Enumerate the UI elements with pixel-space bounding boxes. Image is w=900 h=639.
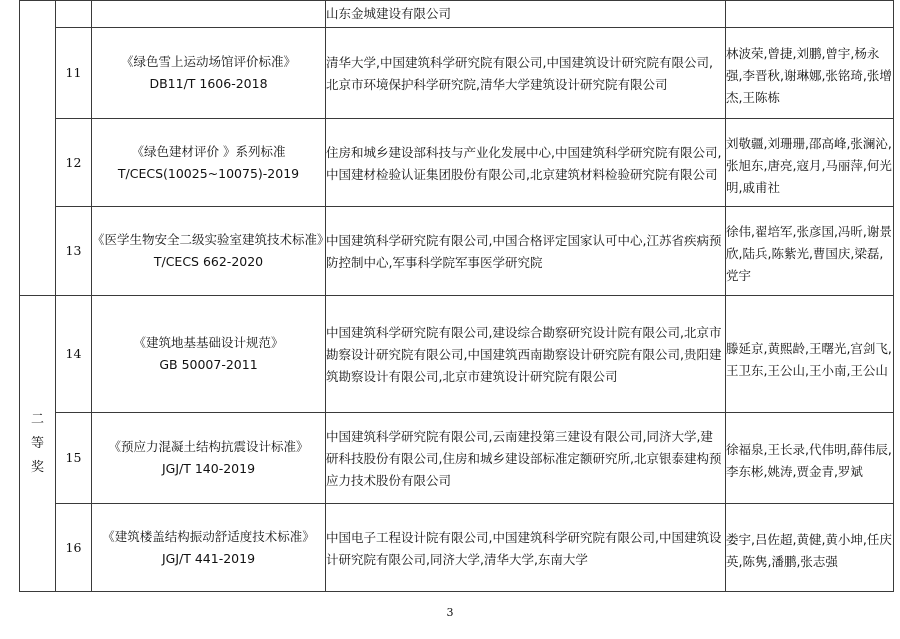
units-cell	[326, 28, 726, 119]
people-cell	[726, 28, 894, 119]
units-text: 山东金城建设有限公司	[326, 6, 452, 21]
title-cell	[92, 504, 326, 592]
standard-title: 《绿色建材评价 》系列标准	[131, 143, 286, 159]
people-cell	[726, 1, 894, 28]
standard-code: DB11/T 1606-2018	[149, 76, 268, 91]
table-row	[20, 1, 894, 28]
standard-title: 《医学生物安全二级实验室建筑技术标准》	[92, 232, 330, 247]
award-table	[19, 0, 894, 592]
title-cell	[92, 413, 326, 504]
people-cell	[726, 207, 894, 296]
people-text: 徐伟,翟培军,张彦国,冯昕,谢景欣,陆兵,陈紫光,曹国庆,梁磊,党宇	[726, 224, 892, 283]
number-cell: 12	[56, 119, 92, 207]
number-cell	[56, 1, 92, 28]
standard-code: T/CECS(10025~10075)-2019	[117, 165, 300, 181]
page-number: 3	[446, 606, 454, 619]
standard-code: JGJ/T 441-2019	[161, 550, 256, 566]
units-text: 中国建筑科学研究院有限公司,建设综合勘察研究设计院有限公司,北京市勘察设计研究院有限公司,中国建筑西南勘察设计研究院有限公司,贵阳建筑勘察设计有限公司,北京市建筑设计研究院有限公司	[326, 325, 722, 384]
units-cell	[326, 119, 726, 207]
title-cell	[92, 207, 330, 296]
table-row	[20, 119, 894, 207]
grade-label: 二等奖	[30, 411, 44, 475]
standard-title: 《绿色雪上运动场馆评价标准》	[120, 54, 296, 69]
units-text: 清华大学,中国建筑科学研究院有限公司,中国建筑设计研究院有限公司,北京市环境保护科学研究院,清华大学建筑设计研究院有限公司	[326, 55, 713, 92]
people-text: 滕延京,黄熙龄,王曙光,宫剑飞,王卫东,王公山,王小南,王公山	[726, 341, 892, 378]
grade-cell-first	[20, 1, 56, 296]
standard-code: GB 50007-2011	[159, 357, 258, 372]
table-row	[20, 207, 894, 296]
people-cell	[726, 296, 894, 413]
people-text: 刘敬疆,刘珊珊,邵高峰,张澜沁,张旭东,唐亮,寇月,马丽萍,何光明,戚甫社	[726, 135, 892, 195]
standard-title: 《建筑地基基础设计规范》	[133, 335, 284, 350]
people-cell	[726, 119, 894, 207]
table-row	[20, 504, 894, 592]
number-cell: 16	[56, 504, 92, 592]
title-cell	[92, 296, 326, 413]
table-row	[20, 28, 894, 119]
units-cell	[326, 296, 726, 413]
grade-cell-second	[20, 296, 56, 592]
number-cell: 11	[56, 28, 92, 119]
title-cell	[92, 28, 326, 119]
units-text: 中国建筑科学研究院有限公司,云南建投第三建设有限公司,同济大学,建研科技股份有限公司,住房和城乡建设部标准定额研究所,北京银泰建构预应力技术股份有限公司	[326, 429, 722, 488]
people-text: 徐福泉,王长录,代伟明,薛伟辰,李东彬,姚涛,贾金青,罗斌	[726, 442, 892, 479]
standard-code: JGJ/T 140-2019	[161, 461, 256, 476]
people-cell	[726, 413, 894, 504]
people-cell	[726, 504, 894, 592]
units-cell	[326, 504, 726, 592]
units-text: 中国建筑科学研究院有限公司,中国合格评定国家认可中心,江苏省疾病预防控制中心,军事科学院军事医学研究院	[326, 233, 722, 270]
number-cell: 14	[56, 296, 92, 413]
standard-title: 《预应力混凝土结构抗震设计标准》	[108, 439, 309, 454]
standard-code: T/CECS 662-2020	[153, 254, 264, 269]
title-cell	[92, 1, 326, 28]
units-text: 住房和城乡建设部科技与产业化发展中心,中国建筑科学研究院有限公司,中国建材检验认证集团股份有限公司,北京建筑材料检验研究院有限公司	[326, 144, 722, 182]
number-cell: 15	[56, 413, 92, 504]
units-cell	[326, 1, 726, 28]
table-row	[20, 296, 894, 413]
units-text: 中国电子工程设计院有限公司,中国建筑科学研究院有限公司,中国建筑设计研究院有限公司,同济大学,清华大学,东南大学	[326, 529, 722, 567]
number-cell: 13	[56, 207, 92, 296]
title-cell	[92, 119, 326, 207]
units-cell	[326, 207, 726, 296]
people-text: 娄宇,吕佐超,黄健,黄小坤,任庆英,陈隽,潘鹏,张志强	[726, 531, 892, 569]
table-row	[20, 413, 894, 504]
standard-title: 《建筑楼盖结构振动舒适度技术标准》	[102, 528, 315, 544]
people-text: 林波荣,曾捷,刘鹏,曾宇,杨永强,李晋秋,谢琳娜,张铭琦,张增杰,王陈栋	[726, 46, 892, 105]
units-cell	[326, 413, 726, 504]
